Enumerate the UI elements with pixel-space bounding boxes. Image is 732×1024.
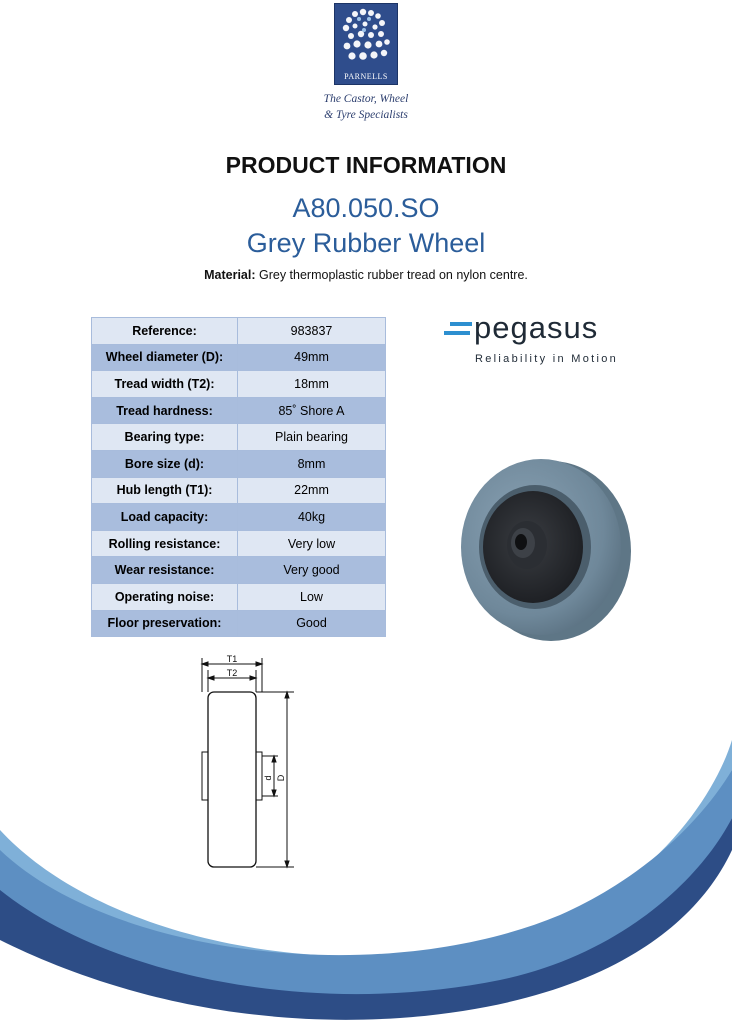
- spec-key: Bearing type:: [92, 424, 238, 451]
- spec-value: 85˚ Shore A: [238, 397, 386, 424]
- table-row: [92, 371, 386, 398]
- table-row: [92, 504, 386, 531]
- spec-key: Wear resistance:: [92, 557, 238, 584]
- table-row: [92, 477, 386, 504]
- spec-table: [91, 317, 386, 637]
- label-t2: T2: [226, 668, 238, 678]
- spec-value: Very good: [238, 557, 386, 584]
- spec-value: 983837: [238, 318, 386, 345]
- spec-value: 49mm: [238, 344, 386, 371]
- spec-value: 40kg: [238, 504, 386, 531]
- spec-key: Bore size (d):: [92, 450, 238, 477]
- table-row: [92, 583, 386, 610]
- logo-circles-icon: [335, 4, 399, 70]
- material-line: [0, 268, 732, 282]
- parnells-logo: [334, 3, 398, 85]
- spec-value: Very low: [238, 530, 386, 557]
- pegasus-wordmark: pegasus: [474, 310, 599, 345]
- speed-lines-icon: [444, 322, 472, 338]
- table-row: [92, 557, 386, 584]
- label-t1: T1: [226, 654, 238, 664]
- spec-value: 8mm: [238, 450, 386, 477]
- table-row: [92, 344, 386, 371]
- table-row: [92, 530, 386, 557]
- product-code: A80.050.SO: [292, 193, 440, 223]
- tagline-line-2: & Tyre Specialists: [324, 109, 408, 121]
- spec-key: Tread hardness:: [92, 397, 238, 424]
- spec-value: Low: [238, 583, 386, 610]
- spec-value: Plain bearing: [238, 424, 386, 451]
- spec-value: Good: [238, 610, 386, 637]
- spec-key: Tread width (T2):: [92, 371, 238, 398]
- tagline-line-1: The Castor, Wheel: [323, 93, 409, 105]
- page-heading: PRODUCT INFORMATION: [225, 152, 507, 178]
- table-row: [92, 450, 386, 477]
- pegasus-tagline: Reliability in Motion: [475, 353, 619, 365]
- brand-tagline: [300, 91, 432, 123]
- footer-swoosh: [0, 700, 732, 1024]
- spec-key: Floor preservation:: [92, 610, 238, 637]
- spec-key: Reference:: [92, 318, 238, 345]
- label-d-big: D: [276, 774, 286, 782]
- spec-key: Operating noise:: [92, 583, 238, 610]
- spec-value: 18mm: [238, 371, 386, 398]
- product-name: Grey Rubber Wheel: [246, 228, 486, 258]
- spec-key: Rolling resistance:: [92, 530, 238, 557]
- table-row: [92, 610, 386, 637]
- label-d-small: d: [263, 775, 273, 781]
- material-value: Grey thermoplastic rubber tread on nylon centre.: [259, 268, 528, 282]
- material-label: Material:: [204, 268, 256, 282]
- spec-key: Wheel diameter (D):: [92, 344, 238, 371]
- table-row: [92, 424, 386, 451]
- wheel-photo: [455, 455, 635, 645]
- brand-name: PARNELLS: [344, 72, 388, 81]
- spec-value: 22mm: [238, 477, 386, 504]
- pegasus-logo: [444, 310, 624, 370]
- table-row: [92, 318, 386, 345]
- spec-key: Load capacity:: [92, 504, 238, 531]
- table-row: [92, 397, 386, 424]
- spec-key: Hub length (T1):: [92, 477, 238, 504]
